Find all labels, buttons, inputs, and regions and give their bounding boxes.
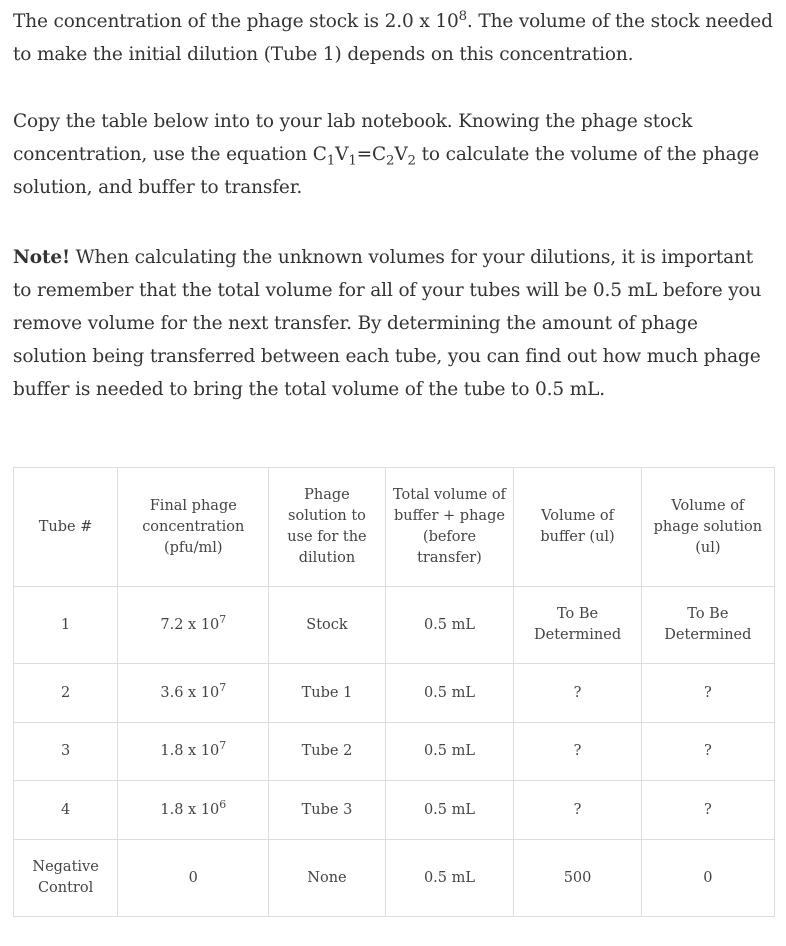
subscript: 1 bbox=[348, 153, 357, 169]
cell-concentration bbox=[118, 664, 269, 723]
table-row bbox=[14, 781, 775, 840]
cell-buffer-volume: To Be Determined bbox=[514, 587, 641, 664]
cell-phage-volume: 0 bbox=[641, 840, 774, 917]
header-total-volume: Total volume of buffer + phage (before transfer) bbox=[385, 468, 514, 587]
cell-concentration bbox=[118, 723, 269, 781]
concentration-exponent: 6 bbox=[219, 797, 227, 811]
cell-buffer-volume: 500 bbox=[514, 840, 641, 917]
cell-source: Tube 1 bbox=[269, 664, 385, 723]
header-buffer-volume: Volume of buffer (ul) bbox=[514, 468, 641, 587]
cell-source: Stock bbox=[269, 587, 385, 664]
header-final-concentration: Final phage concentration (pfu/ml) bbox=[118, 468, 269, 587]
dilution-table bbox=[13, 467, 775, 917]
concentration-base: 0 bbox=[188, 869, 198, 886]
cell-tube: Negative Control bbox=[14, 840, 118, 917]
table-row bbox=[14, 723, 775, 781]
cell-concentration bbox=[118, 587, 269, 664]
note-text: When calculating the unknown volumes for your dilutions, it is important to remember that the total volume for all of your tubes will be 0.5 mL before you remove volume for the next transfer. By determining the amount of phage solution being transferred between each tube, you can find out how much phage buffer is needed to bring the total volume of the tube to 0.5 mL. bbox=[13, 247, 762, 400]
subscript: 1 bbox=[326, 153, 336, 169]
header-phage-volume: Volume of phage solution (ul) bbox=[641, 468, 774, 587]
cell-buffer-volume: ? bbox=[514, 781, 641, 840]
text-segment: V bbox=[394, 144, 408, 165]
text-segment: Copy the table below into to your lab notebook. Knowing the phage stock concentration, use the equation C bbox=[13, 111, 693, 165]
cell-concentration bbox=[118, 840, 269, 917]
concentration-exponent: 7 bbox=[219, 739, 227, 753]
note-paragraph bbox=[13, 241, 775, 406]
table-row bbox=[14, 840, 775, 917]
cell-total-volume: 0.5 mL bbox=[385, 664, 514, 723]
text-segment: V bbox=[335, 144, 349, 165]
stock-concentration-paragraph bbox=[13, 5, 775, 71]
cell-tube: 3 bbox=[14, 723, 118, 781]
cell-concentration bbox=[118, 781, 269, 840]
text-segment: The concentration of the phage stock is 2.0 x 10 bbox=[13, 11, 459, 32]
text-segment: =C bbox=[356, 144, 386, 165]
text-segment: to calculate the volume of the phage solution, and buffer to transfer. bbox=[13, 144, 760, 198]
text-segment: . The volume of the stock needed to make the initial dilution (Tube 1) depends on this concentration. bbox=[13, 11, 773, 65]
cell-total-volume: 0.5 mL bbox=[385, 723, 514, 781]
concentration-base: 3.6 x 10 bbox=[160, 684, 220, 701]
cell-tube: 2 bbox=[14, 664, 118, 723]
cell-total-volume: 0.5 mL bbox=[385, 840, 514, 917]
cell-buffer-volume: ? bbox=[514, 723, 641, 781]
cell-phage-volume: To Be Determined bbox=[641, 587, 774, 664]
cell-source: Tube 2 bbox=[269, 723, 385, 781]
concentration-exponent: 7 bbox=[219, 680, 227, 694]
cell-phage-volume: ? bbox=[641, 781, 774, 840]
cell-source: None bbox=[269, 840, 385, 917]
cell-total-volume: 0.5 mL bbox=[385, 587, 514, 664]
cell-tube: 4 bbox=[14, 781, 118, 840]
table-header-row bbox=[14, 468, 775, 587]
note-label: Note! bbox=[13, 247, 70, 268]
table-row bbox=[14, 664, 775, 723]
table-row bbox=[14, 587, 775, 664]
cell-total-volume: 0.5 mL bbox=[385, 781, 514, 840]
concentration-base: 1.8 x 10 bbox=[160, 743, 220, 759]
cell-buffer-volume: ? bbox=[514, 664, 641, 723]
concentration-base: 7.2 x 10 bbox=[160, 616, 220, 633]
instructions-paragraph bbox=[13, 105, 775, 204]
concentration-exponent: 7 bbox=[219, 612, 227, 626]
cell-source: Tube 3 bbox=[269, 781, 385, 840]
cell-tube: 1 bbox=[14, 587, 118, 664]
header-tube: Tube # bbox=[14, 468, 118, 587]
header-phage-solution-source: Phage solution to use for the dilution bbox=[269, 468, 385, 587]
concentration-base: 1.8 x 10 bbox=[160, 801, 220, 818]
exponent: 8 bbox=[458, 8, 467, 24]
cell-phage-volume: ? bbox=[641, 664, 774, 723]
subscript: 2 bbox=[386, 153, 395, 169]
cell-phage-volume: ? bbox=[641, 723, 774, 781]
subscript: 2 bbox=[407, 153, 416, 169]
